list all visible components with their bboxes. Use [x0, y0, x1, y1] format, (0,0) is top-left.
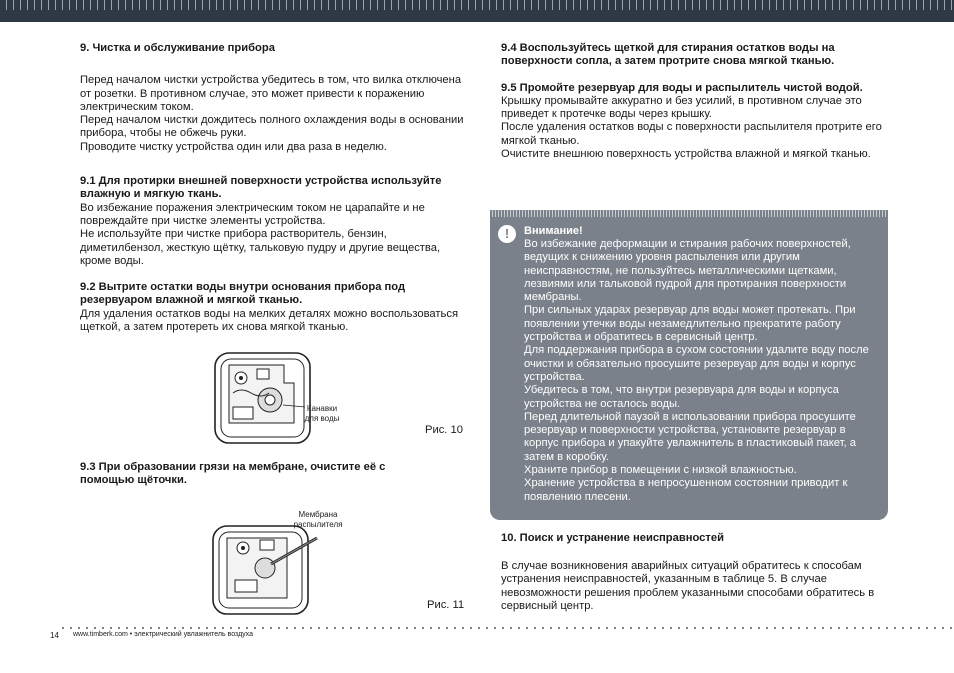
figure-10-diagram	[205, 345, 350, 450]
warning-list	[524, 238, 874, 504]
section-9-2-title: 9.2 Вытрите остатки воды внутри основания прибора под резервуаром влажной и мягкой тканью.	[80, 281, 406, 307]
section-9-5-paragraph-1: Крышку промывайте аккуратно и без усилий, в противном случае это приведет к протечке воды через крышку.	[501, 94, 862, 121]
exclamation-icon: !	[498, 225, 516, 243]
figure-10-label: Канавки для воды	[304, 404, 340, 423]
section-9-paragraph-2: Перед началом чистки дождитесь полного охлаждения воды в основании прибора, чтобы не обжечь руки.	[80, 114, 464, 140]
footer-divider	[62, 627, 954, 629]
warning-box	[490, 210, 888, 520]
warning-item: Для поддержания прибора в сухом состоянии удалите воду после очистки и обязательно просушите резервуар для воды и корпус устройства.	[524, 344, 869, 383]
section-9-4-title: 9.4 Воспользуйтесь щеткой для стирания остатков воды на поверхности сопла, а затем протрите снова мягкой тканью.	[501, 42, 835, 68]
figure-10-caption: Рис. 10	[425, 424, 463, 436]
section-9-1-title: 9.1 Для протирки внешней поверхности устройства используйте влажную и мягкую ткань.	[80, 175, 442, 201]
warning-item: Во избежание деформации и стирания рабочих поверхностей, ведущих к снижению уровня распыления или другим неисправностям, не пользуйтесь металлическими щетками, лезвиями или тальковой пудрой для протирания поверхности мембраны.	[524, 238, 851, 304]
top-bar	[0, 0, 954, 22]
section-9-1-paragraph-1: Во избежание поражения электрическим током не царапайте и не повреждайте при чистке элементы устройства.	[80, 201, 425, 227]
left-column	[80, 42, 470, 334]
section-9-5-title: 9.5 Промойте резервуар для воды и распылитель чистой водой.	[501, 81, 863, 94]
right-column	[501, 42, 893, 161]
section-10-title: 10. Поиск и устранение неисправностей	[501, 532, 724, 544]
section-9-paragraph-3: Проводите чистку устройства один или два раза в неделю.	[80, 140, 387, 153]
footer-text: www.timberk.com • электрический увлажнитель воздуха	[73, 631, 253, 638]
section-9-5-paragraph-3: Очистите внешнюю поверхность устройства влажной и мягкой тканью.	[501, 148, 871, 161]
section-10-paragraph: В случае возникновения аварийных ситуаций обратитесь к способам устранения неисправностей, указанным в таблице 5. В случае невозможности решения проблем указанными способами обратитесь в сервисный центр.	[501, 560, 875, 612]
warning-item: Храните прибор в помещении с низкой влажностью.	[524, 464, 797, 477]
warning-item: Убедитесь в том, что внутри резервуара для воды и корпуса устройства не осталось воды.	[524, 384, 839, 410]
figure-11-caption: Рис. 11	[427, 599, 465, 611]
warning-item: Хранение устройства в непросушенном состоянии приводит к появлению плесени.	[524, 477, 848, 503]
figure-11-diagram	[205, 520, 335, 620]
warning-item: При сильных ударах резервуар для воды может протекать. При появлении утечки воды незамедлительно прекратите работу устройства и обратитесь в сервисный центр.	[524, 304, 856, 344]
page-number: 14	[50, 631, 59, 640]
section-9-2-paragraph-1: Для удаления остатков воды на мелких деталях можно воспользоваться щеткой, а затем протереть их снова мягкой тканью.	[80, 307, 459, 334]
section-9-title: 9. Чистка и обслуживание прибора	[80, 42, 275, 54]
section-9-5-paragraph-2: После удаления остатков воды с поверхности распылителя протрите его мягкой тканью.	[501, 121, 882, 147]
section-9-1-paragraph-2: Не используйте при чистке прибора растворитель, бензин, диметилбензол, жесткую щётку, тальковую пудру и другие вещества, кроме воды.	[80, 228, 441, 267]
section-9-paragraph-1: Перед началом чистки устройства убедитесь в том, что вилка отключена от розетки. В противном случае, это может привести к поражению электрическим током.	[80, 74, 462, 113]
figure-11-label: Мембрана распылителя	[293, 510, 343, 529]
warning-item: Перед длительной паузой в использовании прибора просушите резервуар и поверхности устройства, установите резервуар в корпус прибора и упакуйте увлажнитель в пластиковый пакет, а затем в коробку.	[524, 410, 856, 463]
section-9-3-title: 9.3 При образовании грязи на мембране, очистите её с помощью щёточки.	[80, 461, 386, 487]
warning-title: Внимание!	[524, 225, 583, 237]
